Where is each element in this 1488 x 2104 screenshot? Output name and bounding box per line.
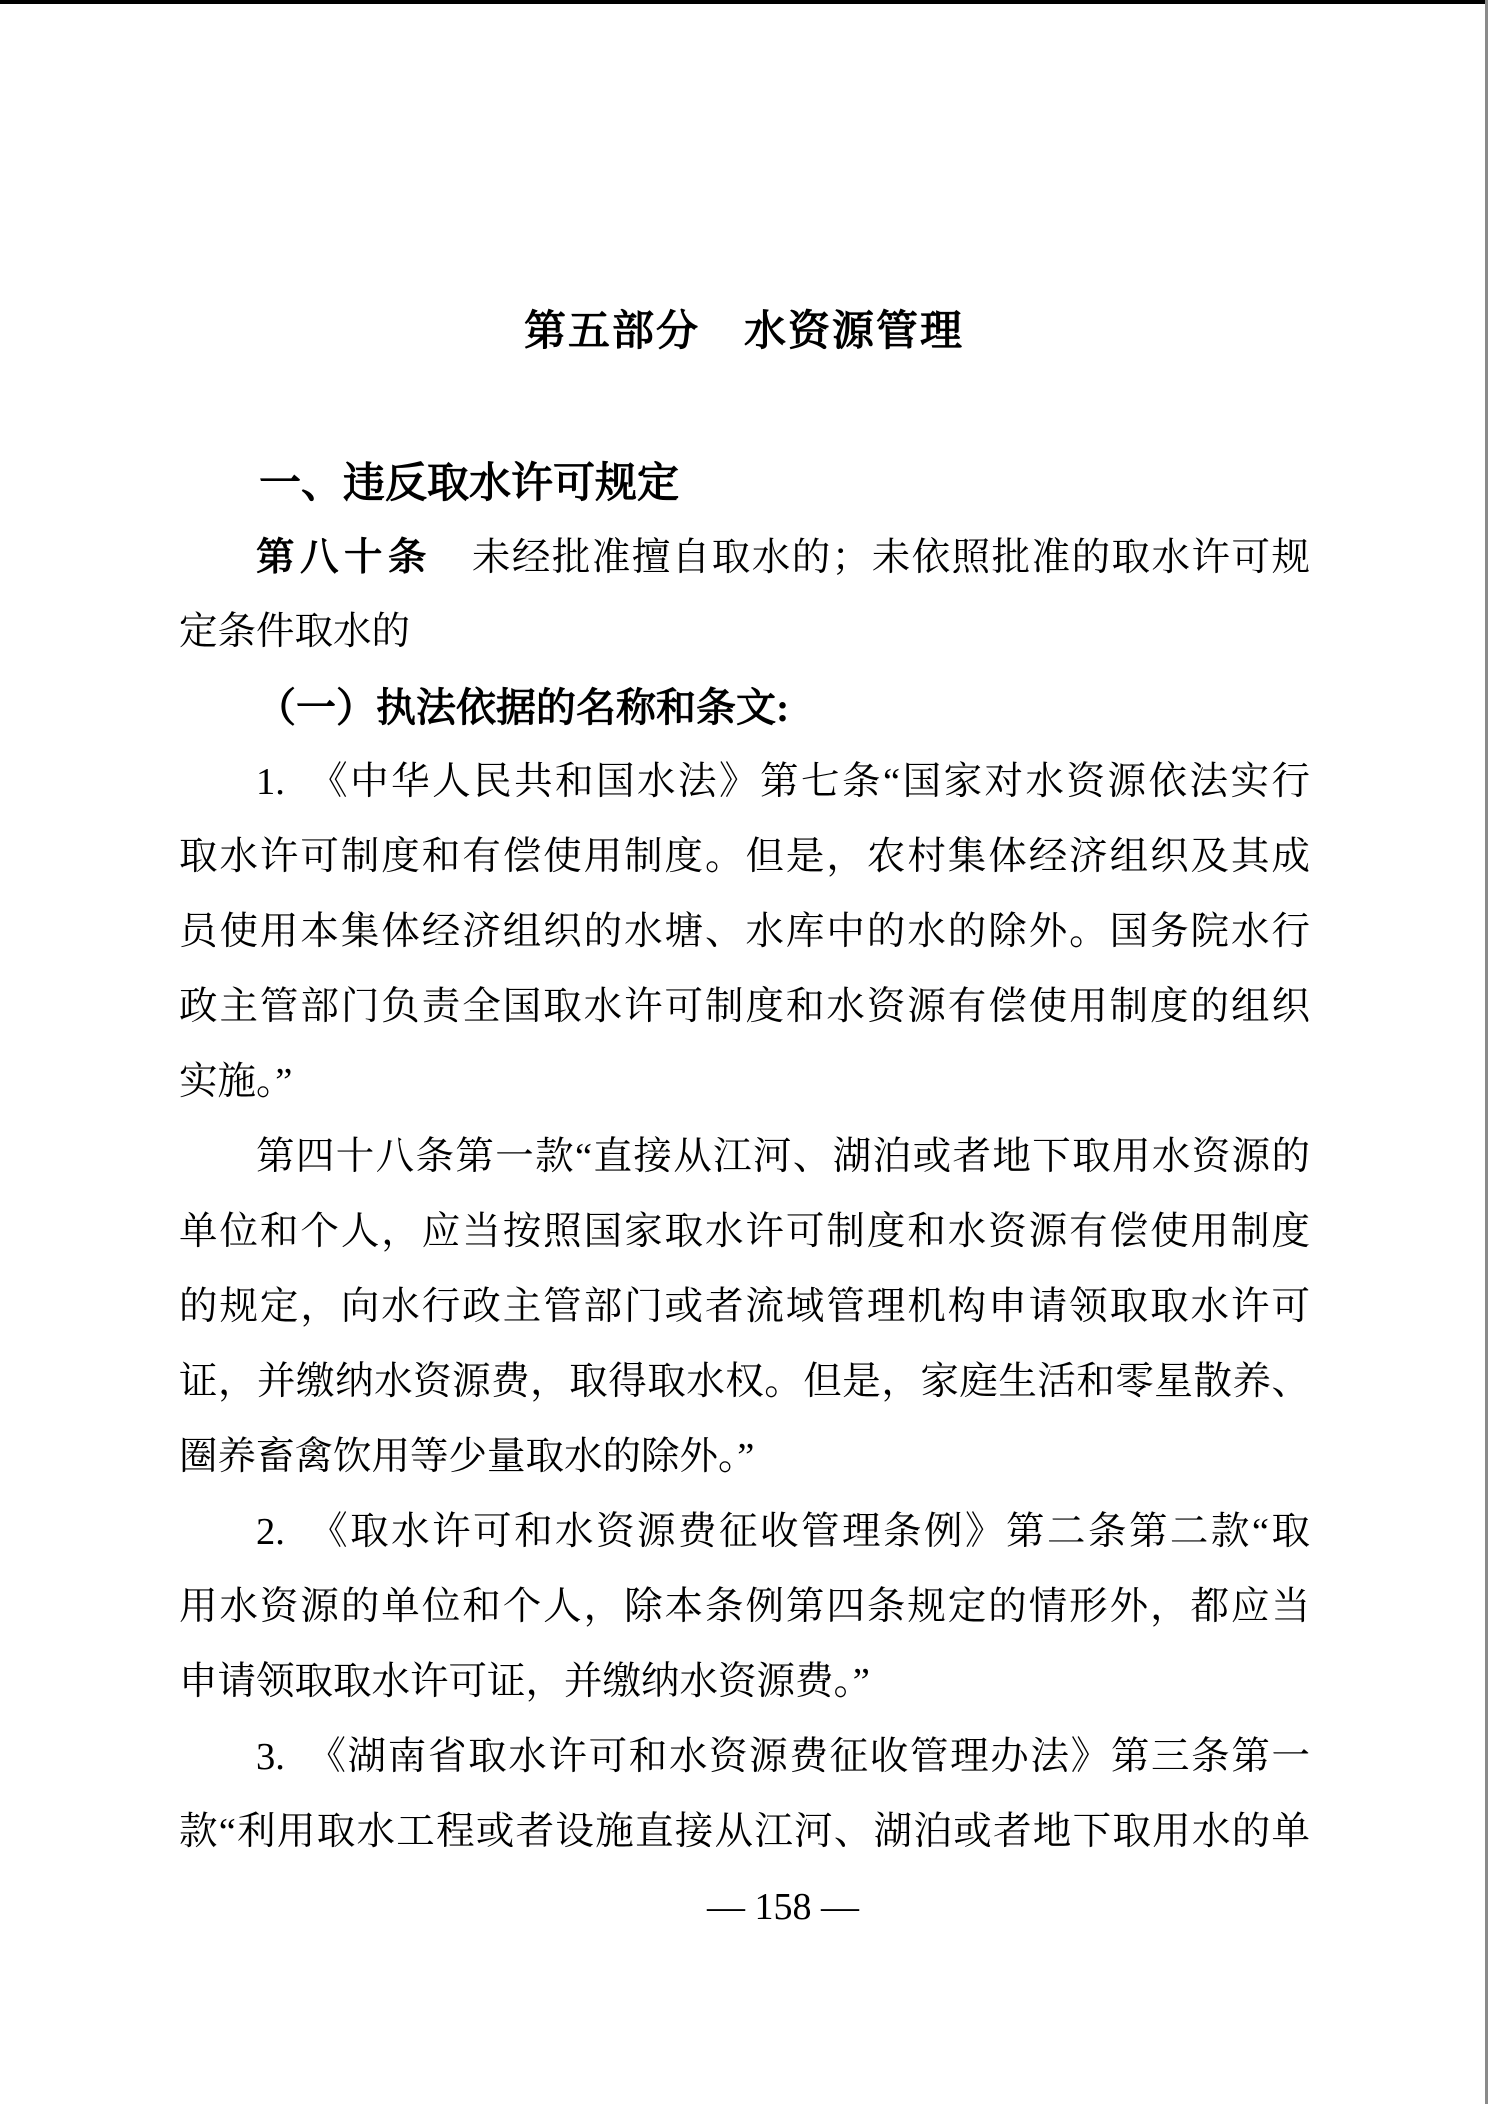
document-line: 政主管部门负责全国取水许可制度和水资源有偿使用制度的组织 [179,986,1310,1028]
document-line: 单位和个人，应当按照国家取水许可制度和水资源有偿使用制度 [179,1211,1310,1253]
document-line: 3. 《湖南省取水许可和水资源费征收管理办法》第三条第一 [256,1736,1310,1778]
document-line: 的规定，向水行政主管部门或者流域管理机构申请领取取水许可 [179,1286,1310,1328]
document-line: 2. 《取水许可和水资源费征收管理条例》第二条第二款“取 [256,1511,1310,1553]
document-line: 1. 《中华人民共和国水法》第七条“国家对水资源依法实行 [256,761,1310,803]
document-line: 申请领取取水许可证，并缴纳水资源费。” [179,1661,870,1703]
document-line: 取水许可制度和有偿使用制度。但是，农村集体经济组织及其成 [179,836,1310,878]
document-line: 证，并缴纳水资源费，取得取水权。但是，家庭生活和零星散养、 [179,1361,1310,1403]
document-line: 实施。” [179,1061,293,1103]
document-body [0,520,1310,1870]
page-number: — 158 — [707,1886,859,1928]
document-line: 圈养畜禽饮用等少量取水的除外。” [179,1436,755,1478]
document-line: 第四十八条第一款“直接从江河、湖泊或者地下取用水资源的 [256,1136,1310,1178]
part-title: 第五部分 水资源管理 [523,307,964,354]
document-line: 用水资源的单位和个人，除本条例第四条规定的情形外，都应当 [179,1586,1310,1628]
subsection-heading: （一）执法依据的名称和条文: [256,685,790,730]
document-line-text: 未经批准擅自取水的；未依照批准的取水许可规 [431,537,1310,579]
article-number-bold: 第八十条 [256,536,432,579]
section-heading: 一、违反取水许可规定 [259,459,680,506]
page-top-edge [0,0,1488,4]
document-line [179,520,1310,595]
document-line: 款“利用取水工程或者设施直接从江河、湖泊或者地下取用水的单 [179,1811,1310,1853]
document-line: 定条件取水的 [179,611,411,653]
document-line: 员使用本集体经济组织的水塘、水库中的水的除外。国务院水行 [179,911,1310,953]
